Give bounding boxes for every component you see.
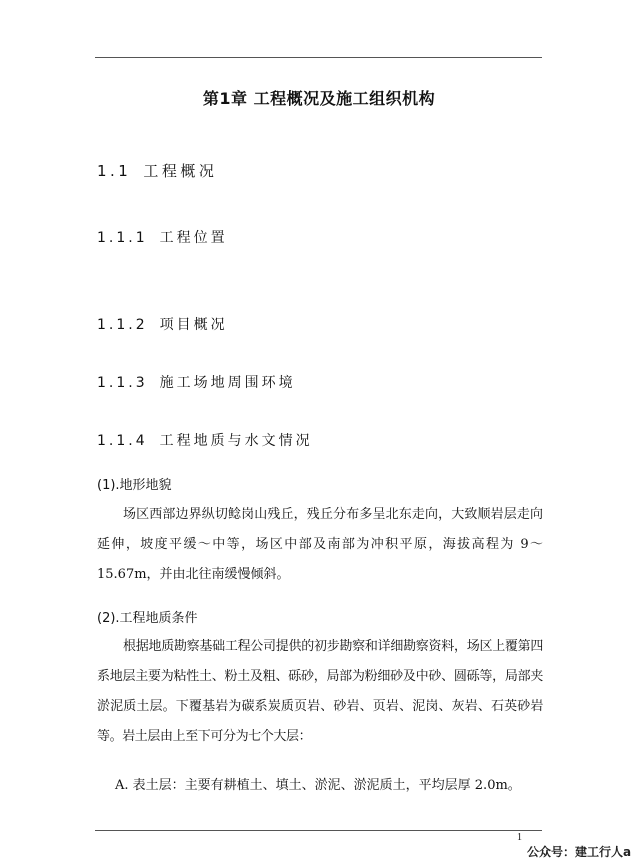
section-title: 工程概况: [143, 162, 218, 180]
section-title: 施工场地周围环境: [159, 375, 296, 391]
section-number: 1.1.4: [97, 433, 148, 449]
section-heading-1-1: [97, 160, 217, 181]
section-heading-1-1-4: [97, 430, 313, 450]
list-item-topsoil: A. 表土层：主要有耕植土、填土、淤泥、淤泥质土，平均层厚 2.0m。: [115, 778, 521, 793]
paragraph-terrain: 场区西部边界纵切鲶岗山残丘，残丘分布多呈北东走向，大致顺岩层走向延伸，坡度平缓～中等，场区中部及南部为冲积平原，海拔高程为 9～15.67m，并由北往南缓慢倾斜。: [97, 507, 543, 582]
chapter-title: 第1章 工程概况及施工组织机构: [202, 89, 436, 108]
section-number: 1.1.1: [97, 230, 148, 246]
footer-rule: [95, 830, 542, 831]
watermark: 公众号：建工行人a: [527, 845, 632, 859]
section-number: 1.1: [97, 162, 132, 180]
section-title: 项目概况: [159, 317, 228, 333]
page-number: 1: [517, 832, 522, 843]
section-number: 1.1.2: [97, 317, 148, 333]
section-heading-1-1-1: [97, 227, 228, 247]
section-heading-1-1-3: [97, 372, 296, 392]
section-number: 1.1.3: [97, 375, 148, 391]
paragraph-geology: 根据地质勘察基础工程公司提供的初步勘察和详细勘察资料，场区上覆第四系地层主要为粘性土、粉土及粗、砾砂，局部为粉细砂及中砂、圆砾等，局部夹淤泥质土层。下覆基岩为碳系炭质页岩、砂岩、页岩、泥岗、灰岩、石英砂岩等。岩土层由上至下可分为七个大层：: [97, 639, 543, 744]
section-heading-1-1-2: [97, 314, 228, 334]
subsection-geology: (2).工程地质条件: [97, 611, 198, 626]
subsection-terrain: (1).地形地貌: [97, 478, 172, 493]
header-rule: [95, 57, 542, 58]
section-title: 工程位置: [159, 230, 228, 246]
section-title: 工程地质与水文情况: [159, 433, 313, 449]
